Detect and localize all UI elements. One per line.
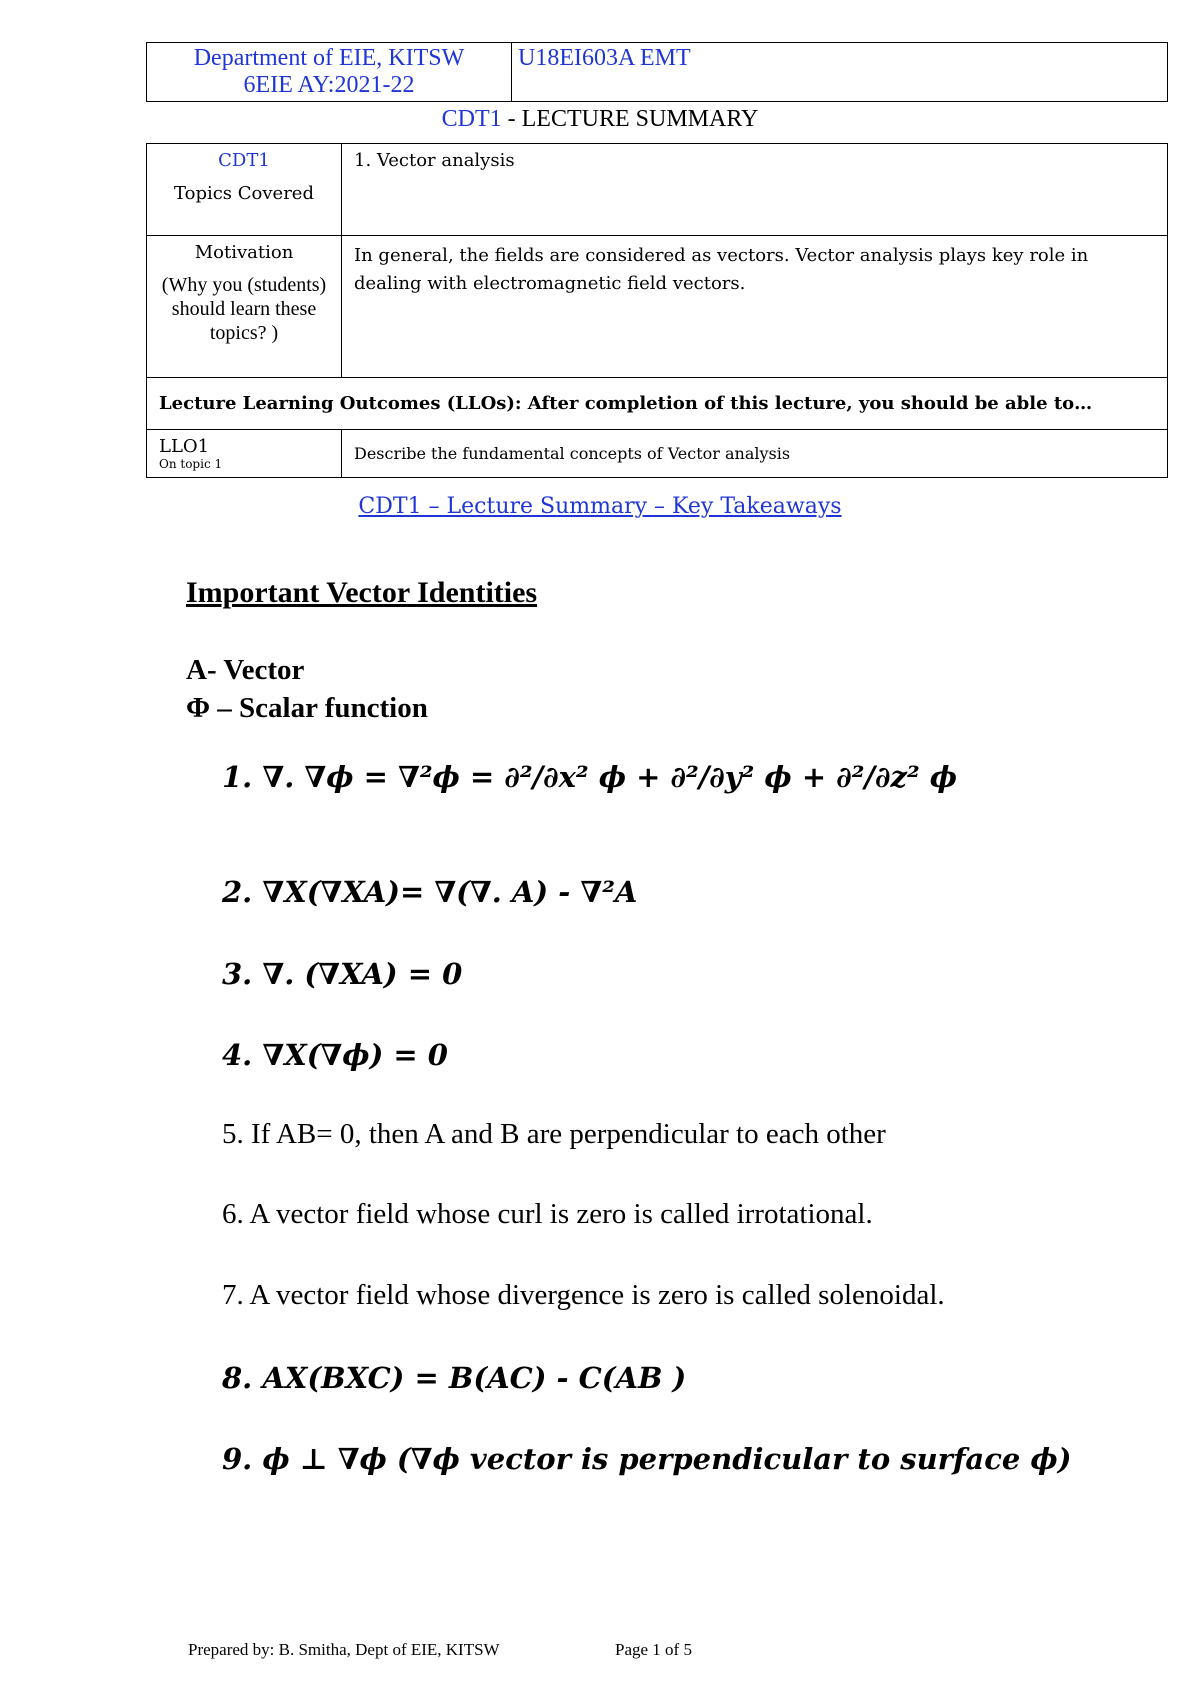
identity-3: 3. ∇. (∇XA) = 0 <box>222 957 463 991</box>
identity-2: 2. ∇X(∇XA)= ∇(∇. A) - ∇²A <box>222 875 638 909</box>
footer-prepared: Prepared by: B. Smitha, Dept of EIE, KITSW <box>188 1640 500 1659</box>
definition-vector: A- Vector <box>186 654 305 686</box>
document-title-text: - LECTURE SUMMARY <box>501 106 759 132</box>
takeaways-title: CDT1 – Lecture Summary – Key Takeaways <box>358 494 842 519</box>
identity-9: 9. ϕ ⊥ ∇ϕ (∇ϕ vector is perpendicular to surface ϕ) <box>222 1442 1072 1476</box>
identity-5: 5. If AB= 0, then A and B are perpendicular to each other <box>222 1118 886 1150</box>
topics-cell <box>147 144 342 236</box>
motivation-cell <box>147 236 342 378</box>
identities-title: Important Vector Identities <box>186 576 538 609</box>
header-year: 6EIE AY:2021-22 <box>243 72 415 98</box>
header-dept-cell <box>147 43 512 102</box>
identity-4: 4. ∇X(∇ϕ) = 0 <box>222 1038 448 1072</box>
motivation-label: Motivation <box>194 242 294 263</box>
identity-6: 6. A vector field whose curl is zero is called irrotational. <box>222 1198 873 1230</box>
identity-8: 8. AX(BXC) = B(AC) - C(AB ) <box>222 1361 687 1395</box>
llo-id-cell <box>147 430 342 478</box>
document-title-code: CDT1 <box>441 106 502 132</box>
topics-value: 1. Vector analysis <box>342 144 1168 236</box>
identity-7: 7. A vector field whose divergence is zero is called solenoidal. <box>222 1279 945 1311</box>
llo-id: LLO1 <box>159 436 210 457</box>
topics-label: Topics Covered <box>174 183 314 204</box>
identity-1: 1. ∇. ∇ϕ = ∇²ϕ = ∂²/∂x² ϕ + ∂²/∂y² ϕ + ∂²/∂z² ϕ <box>222 760 958 794</box>
motivation-text: In general, the fields are considered as vectors. Vector analysis plays key role in dealing with electromagnetic field vectors. <box>342 236 1168 378</box>
footer-page: Page 1 of 5 <box>615 1640 692 1659</box>
header-dept: Department of EIE, KITSW <box>193 45 465 71</box>
header-table <box>146 42 1168 102</box>
definition-scalar: Φ – Scalar function <box>186 692 428 724</box>
document-title <box>0 106 1200 133</box>
motivation-sub: (Why you (students) should learn these topics? ) <box>161 274 327 344</box>
llo-heading: Lecture Learning Outcomes (LLOs): After completion of this lecture, you should be able to… <box>147 378 1168 430</box>
llo-text: Describe the fundamental concepts of Vector analysis <box>342 430 1168 478</box>
summary-table <box>146 143 1168 478</box>
llo-topic: On topic 1 <box>159 457 223 471</box>
cdt-label: CDT1 <box>218 150 270 171</box>
header-course: U18EI603A EMT <box>512 43 1168 102</box>
